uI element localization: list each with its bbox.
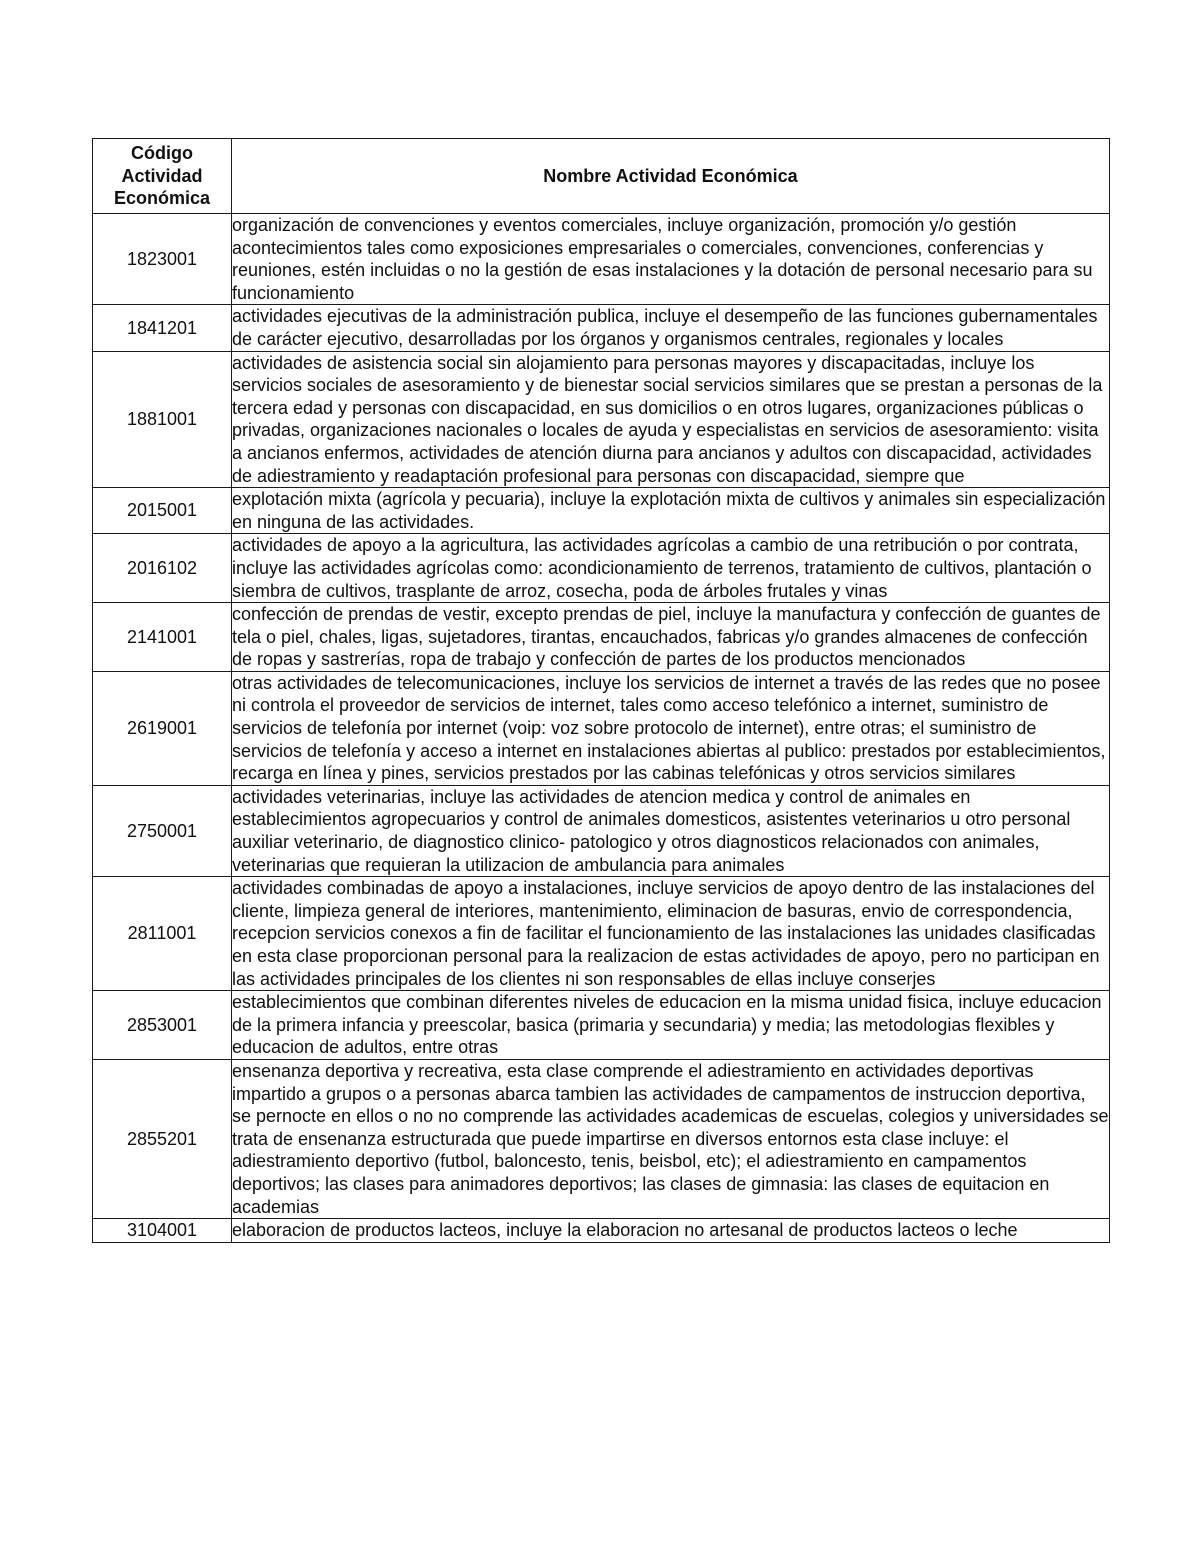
activity-name-cell: ensenanza deportiva y recreativa, esta clase comprende el adiestramiento en actividades deportivas impartido a grupos o a personas abarca tambien las actividades de campamentos de instruccion deportiva, se pernocte en ellos o no no comprende las actividades academicas de escuelas, colegios y universidades se trata de ensenanza estructurada que puede impartirse en diversos entornos esta clase incluye: el adiestramiento deportivo (futbol, baloncesto, tenis, beisbol, etc); el adiestramiento en campamentos deportivos; las clases para animadores deportivos; las clases de gimnasia: las clases de equitacion en academias: [232, 1059, 1110, 1218]
header-activity-code: [93, 139, 232, 214]
header-activity-code-label: Código Actividad Económica: [113, 143, 211, 209]
activity-name-cell: actividades veterinarias, incluye las actividades de atencion medica y control de animales en establecimientos agropecuarios y control de animales domesticos, asistentes veterinarios u otro personal auxiliar veterinario, de diagnostico clinico- patologico y otros diagnosticos relacionados con animales, veterinarias que requieran la utilizacion de ambulancia para animales: [232, 785, 1110, 876]
activity-name-cell: confección de prendas de vestir, excepto prendas de piel, incluye la manufactura y confección de guantes de tela o piel, chales, ligas, sujetadores, tirantas, encauchados, fabricas y/o grandes almacenes de confección de ropas y sastrerías, ropa de trabajo y confección de partes de los productos mencionados: [232, 603, 1110, 672]
activity-code-cell: 1881001: [93, 351, 232, 488]
activity-name-cell: establecimientos que combinan diferentes niveles de educacion en la misma unidad fisica, incluye educacion de la primera infancia y preescolar, basica (primaria y secundaria) y media; las metodologias flexibles y educacion de adultos, entre otras: [232, 991, 1110, 1060]
activity-code-cell: 2016102: [93, 534, 232, 603]
activity-code-cell: 1841201: [93, 305, 232, 351]
activity-code-cell: 1823001: [93, 214, 232, 305]
activity-name-cell: elaboracion de productos lacteos, incluye la elaboracion no artesanal de productos lacteos o leche: [232, 1219, 1110, 1243]
table-row: [93, 991, 1110, 1060]
table-row: [93, 488, 1110, 534]
table-row: [93, 1059, 1110, 1218]
economic-activity-table: [92, 138, 1110, 1243]
activity-code-cell: 2141001: [93, 603, 232, 672]
activity-name-cell: actividades de apoyo a la agricultura, las actividades agrícolas a cambio de una retribución o por contrata, incluye las actividades agrícolas como: acondicionamiento de terrenos, tratamiento de cultivos, plantación o siembra de cultivos, trasplante de arroz, cosecha, poda de árboles frutales y vinas: [232, 534, 1110, 603]
activity-code-cell: 2811001: [93, 877, 232, 991]
activity-code-cell: 2855201: [93, 1059, 232, 1218]
header-activity-name-label: Nombre Actividad Económica: [543, 165, 798, 186]
activity-name-cell: actividades de asistencia social sin alojamiento para personas mayores y discapacitadas, incluye los servicios sociales de asesoramiento y de bienestar social servicios similares que se prestan a personas de la tercera edad y personas con discapacidad, en sus domicilios o en otros lugares, organizaciones públicas o privadas, organizaciones nacionales o locales de ayuda y especialistas en servicios de asesoramiento: visita a ancianos enfermos, actividades de atención diurna para ancianos y adultos con discapacidad, actividades de adiestramiento y readaptación profesional para personas con discapacidad, siempre que: [232, 351, 1110, 488]
activity-code-cell: 3104001: [93, 1219, 232, 1243]
table-row: [93, 603, 1110, 672]
activity-name-cell: otras actividades de telecomunicaciones, incluye los servicios de internet a través de las redes que no posee ni controla el proveedor de servicios de internet, tales como acceso telefónico a internet, suministro de servicios de telefonía por internet (voip: voz sobre protocolo de internet), entre otras; el suministro de servicios de telefonía y acceso a internet en instalaciones abiertas al publico: prestados por establecimientos, recarga en línea y pines, servicios prestados por las cabinas telefónicas y otros servicios similares: [232, 671, 1110, 785]
activity-name-cell: actividades ejecutivas de la administración publica, incluye el desempeño de las funciones gubernamentales de carácter ejecutivo, desarrolladas por los órganos y organismos centrales, regionales y locales: [232, 305, 1110, 351]
activity-code-cell: 2750001: [93, 785, 232, 876]
activity-code-cell: 2015001: [93, 488, 232, 534]
activity-code-cell: 2619001: [93, 671, 232, 785]
activity-name-cell: organización de convenciones y eventos comerciales, incluye organización, promoción y/o gestión acontecimientos tales como exposiciones empresariales o comerciales, convenciones, conferencias y reuniones, estén incluidas o no la gestión de esas instalaciones y la dotación de personal necesario para su funcionamiento: [232, 214, 1110, 305]
table-row: [93, 214, 1110, 305]
table-row: [93, 785, 1110, 876]
activity-name-cell: actividades combinadas de apoyo a instalaciones, incluye servicios de apoyo dentro de las instalaciones del cliente, limpieza general de interiores, mantenimiento, eliminacion de basuras, envio de correspondencia, recepcion servicios conexos a fin de facilitar el funcionamiento de las instalaciones las unidades clasificadas en esta clase proporcionan personal para la realizacion de estas actividades de apoyo, pero no participan en las actividades principales de los clientes ni son responsables de ellas incluye conserjes: [232, 877, 1110, 991]
table-row: [93, 351, 1110, 488]
table-row: [93, 534, 1110, 603]
activity-code-cell: 2853001: [93, 991, 232, 1060]
table-row: [93, 877, 1110, 991]
table-header-row: [93, 139, 1110, 214]
header-activity-name: [232, 139, 1110, 214]
table-row: [93, 671, 1110, 785]
activity-name-cell: explotación mixta (agrícola y pecuaria), incluye la explotación mixta de cultivos y animales sin especialización en ninguna de las actividades.: [232, 488, 1110, 534]
table-row: [93, 305, 1110, 351]
table-row: [93, 1219, 1110, 1243]
